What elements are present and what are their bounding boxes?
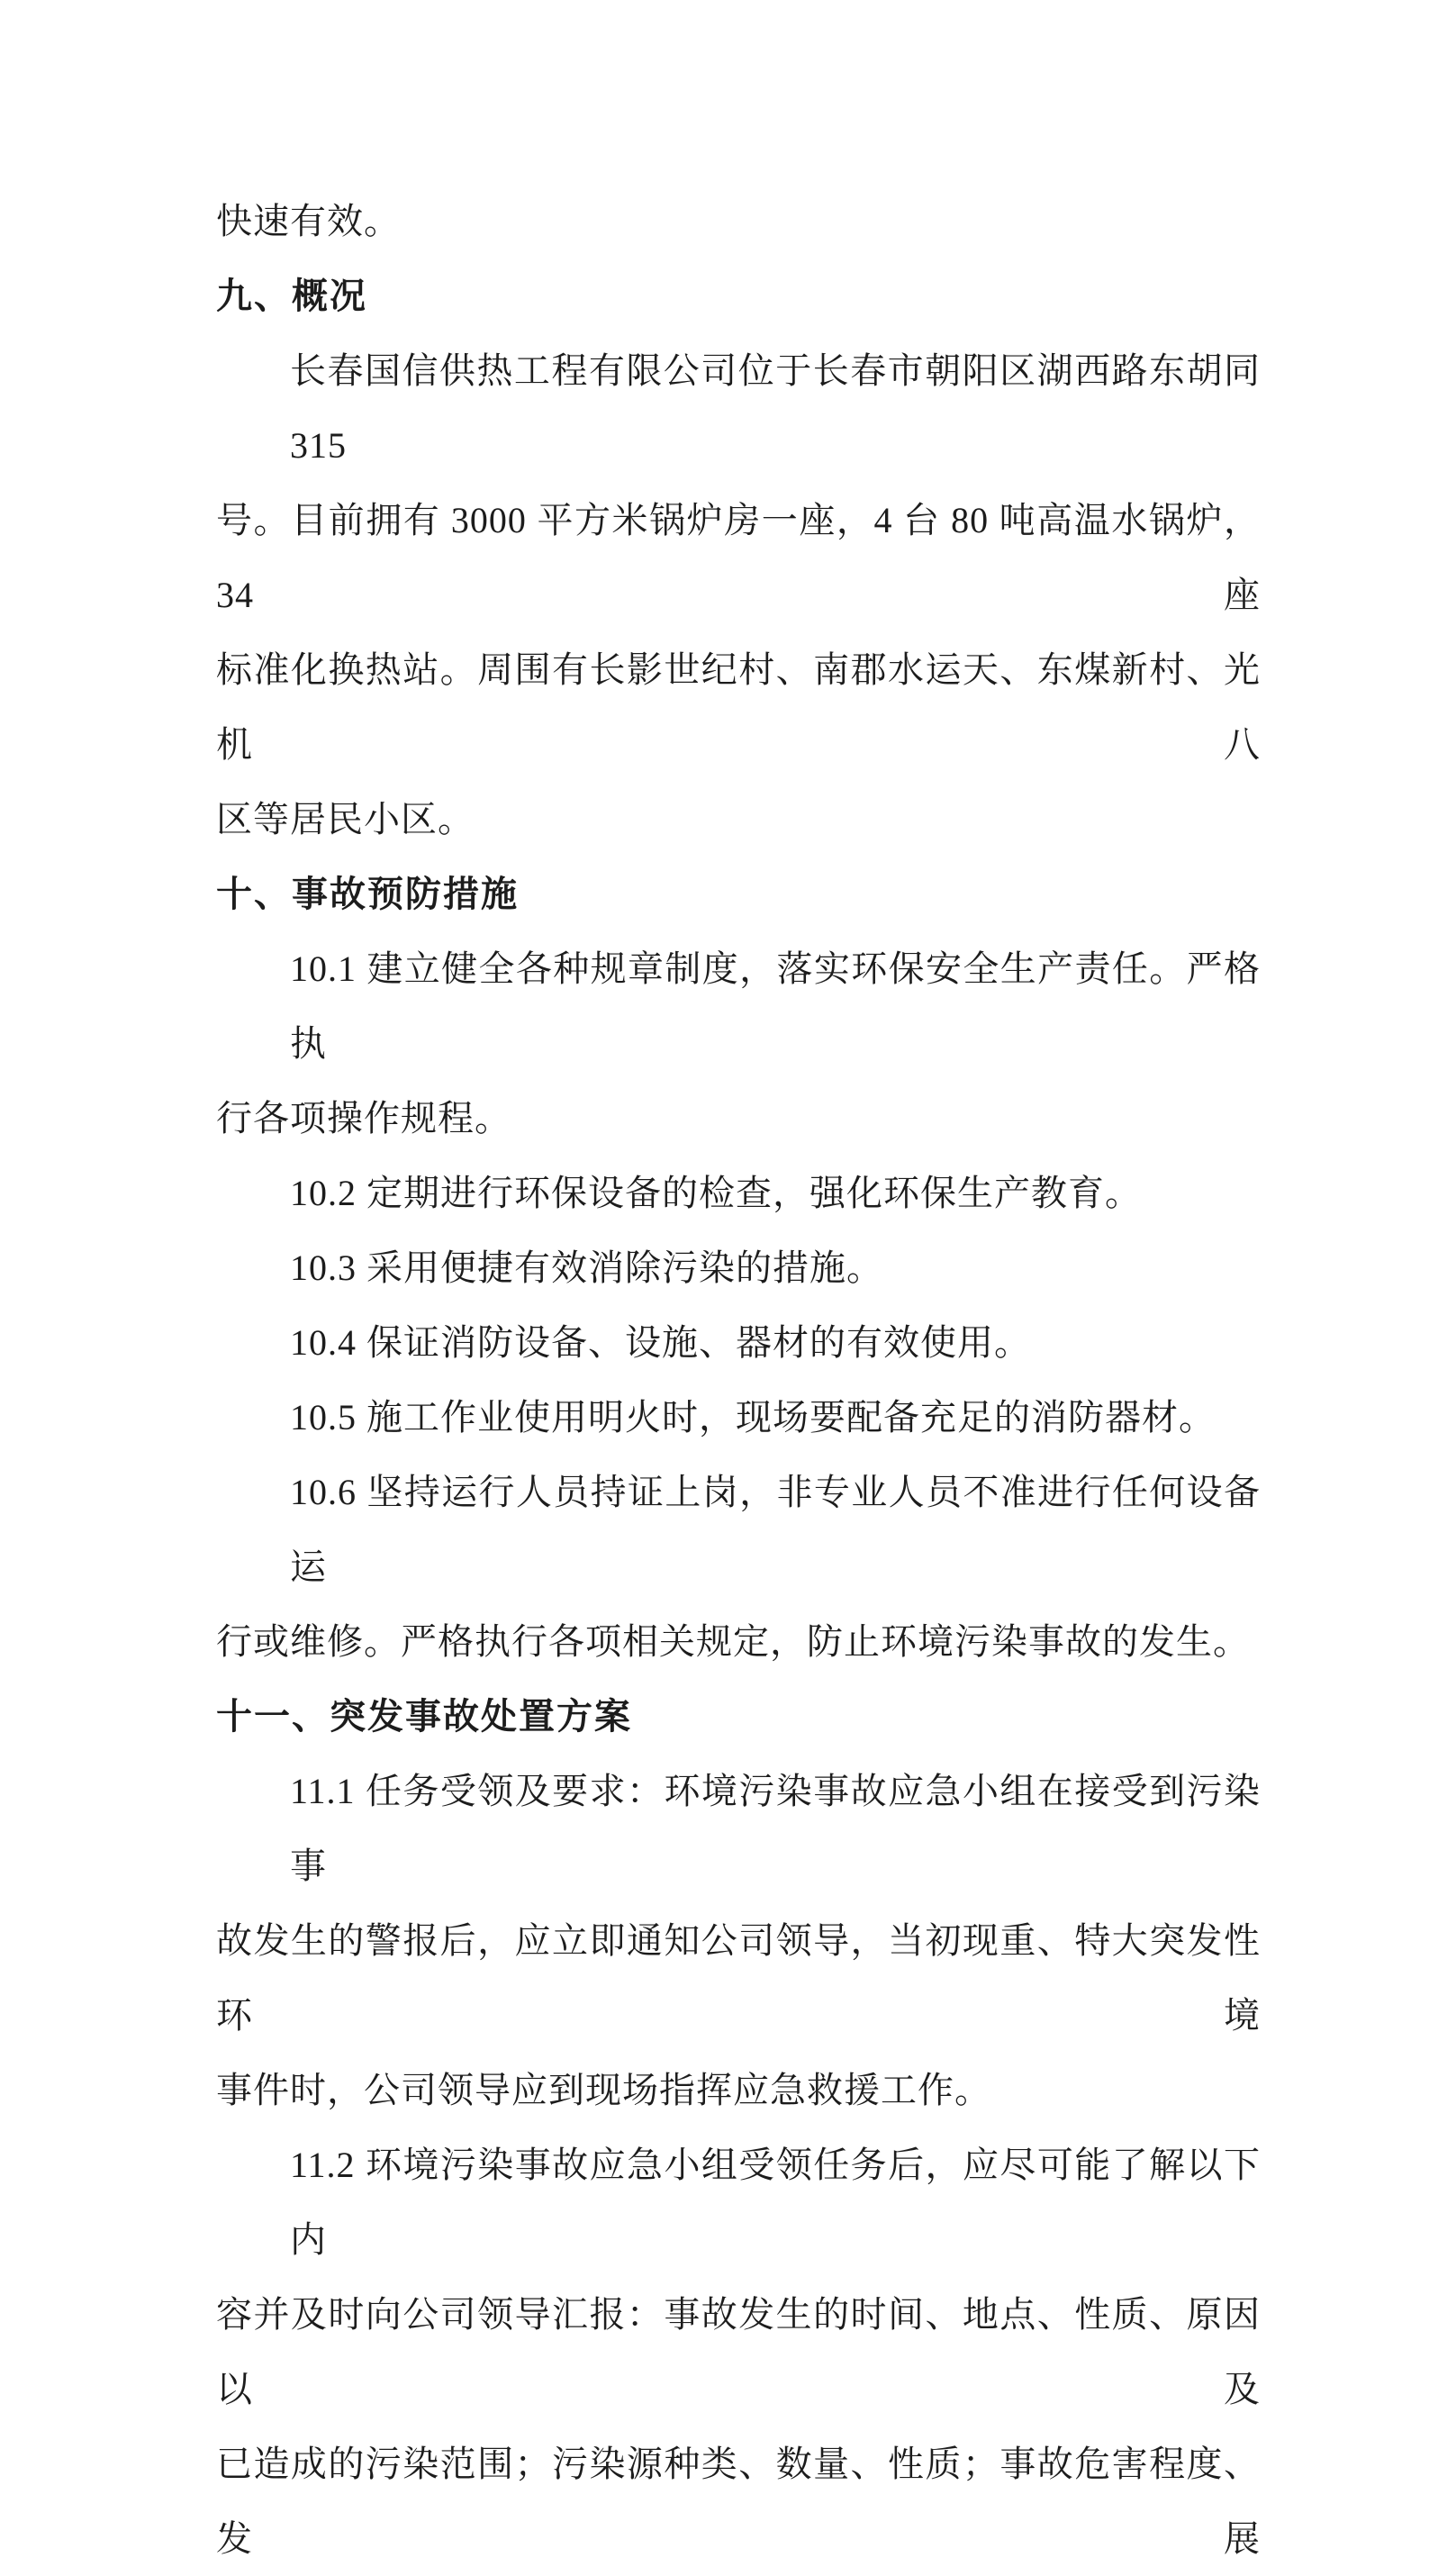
item-11-1-line: 故发生的警报后，应立即通知公司领导，当初现重、特大突发性环境 bbox=[216, 1920, 1261, 2036]
section-heading-11: 十一、突发事故处置方案 bbox=[216, 1696, 632, 1737]
item-10-3-line: 10.3 采用便捷有效消除污染的措施。 bbox=[290, 1247, 883, 1288]
item-11-1-line: 事件时，公司领导应到现场指挥应急救援工作。 bbox=[216, 2070, 991, 2110]
item-10-2-line: 10.2 定期进行环保设备的检查，强化环保生产教育。 bbox=[290, 1173, 1142, 1213]
item-10-6-line: 10.6 坚持运行人员持证上岗，非专业人员不准进行任何设备运 bbox=[290, 1472, 1261, 1587]
item-11-2-line: 已造成的污染范围；污染源种类、数量、性质；事故危害程度、发展 bbox=[216, 2444, 1261, 2559]
section-heading-10: 十、事故预防措施 bbox=[216, 874, 519, 914]
item-10-5-line: 10.5 施工作业使用明火时，现场要配备充足的消防器材。 bbox=[290, 1397, 1216, 1438]
item-10-1-line: 行各项操作规程。 bbox=[216, 1098, 511, 1138]
body-line-continuation: 快速有效。 bbox=[216, 201, 401, 241]
item-10-4-line: 10.4 保证消防设备、设施、器材的有效使用。 bbox=[290, 1322, 1031, 1363]
item-11-1-line: 11.1 任务受领及要求：环境污染事故应急小组在接受到污染事 bbox=[290, 1771, 1261, 1886]
section-9-paragraph-line: 号。目前拥有 3000 平方米锅炉房一座，4 台 80 吨高温水锅炉，34 座 bbox=[216, 500, 1261, 615]
item-11-2-line: 11.2 环境污染事故应急小组受领任务后，应尽可能了解以下内 bbox=[290, 2145, 1261, 2260]
document-content bbox=[216, 184, 1271, 2576]
item-10-1-line: 10.1 建立健全各种规章制度，落实环保安全生产责任。严格执 bbox=[290, 948, 1261, 1064]
section-heading-9: 九、概况 bbox=[216, 276, 367, 316]
section-9-paragraph-line: 区等居民小区。 bbox=[216, 799, 475, 839]
item-10-6-line: 行或维修。严格执行各项相关规定，防止环境污染事故的发生。 bbox=[216, 1621, 1250, 1662]
section-9-paragraph-line: 长春国信供热工程有限公司位于长春市朝阳区湖西路东胡同 315 bbox=[290, 350, 1271, 466]
section-9-paragraph-line: 标准化换热站。周围有长影世纪村、南郡水运天、东煤新村、光机八 bbox=[216, 649, 1261, 765]
item-11-2-line: 容并及时向公司领导汇报：事故发生的时间、地点、性质、原因以及 bbox=[216, 2294, 1261, 2409]
